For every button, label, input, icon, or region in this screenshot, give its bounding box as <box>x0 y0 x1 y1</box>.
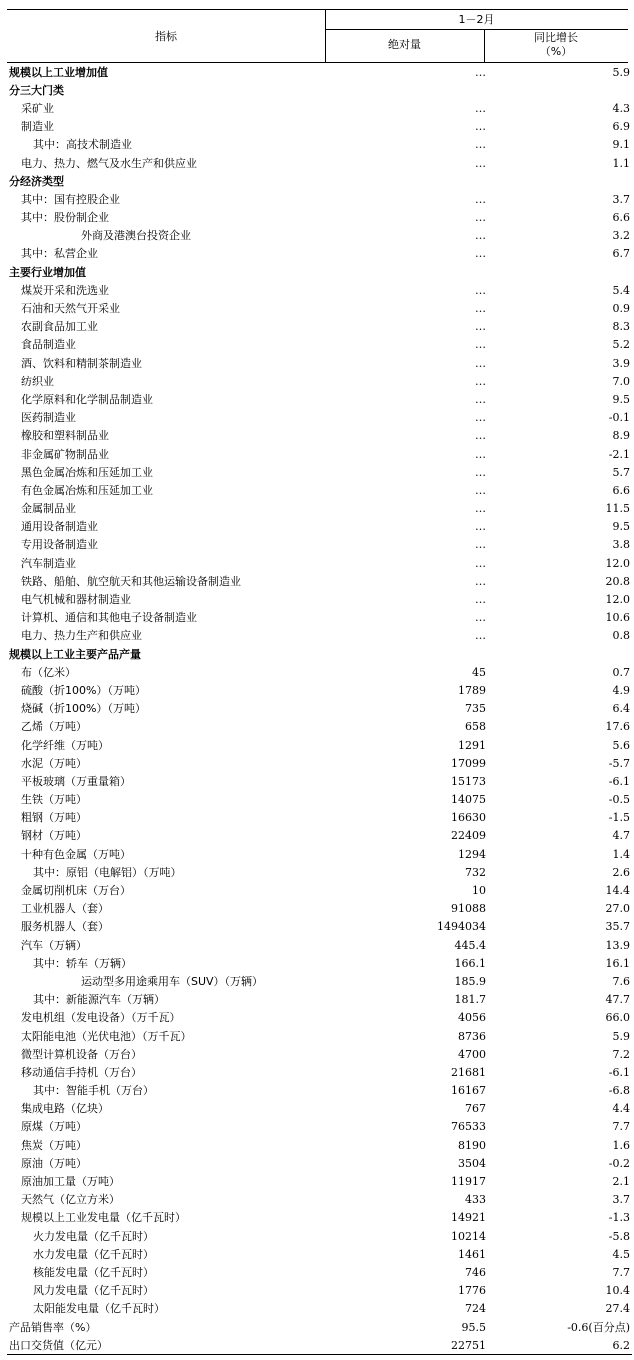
yoy-value: 6.6 <box>612 211 630 225</box>
table-row <box>7 863 632 881</box>
row-label: 主要行业增加值 <box>9 265 86 279</box>
table-row <box>7 209 632 227</box>
table-row <box>7 900 632 918</box>
absolute-value: 10214 <box>451 1229 486 1243</box>
absolute-value: … <box>475 247 486 261</box>
table-row <box>7 791 632 809</box>
yoy-value: 4.7 <box>612 829 630 843</box>
absolute-value <box>327 645 490 663</box>
table-row <box>7 590 632 608</box>
yoy-value: 5.2 <box>612 338 630 352</box>
yoy-value: 7.0 <box>612 374 630 388</box>
absolute-header: 绝对量 <box>388 38 421 51</box>
table-row <box>7 99 632 117</box>
table-row <box>7 463 632 481</box>
absolute-value: 91088 <box>451 902 486 916</box>
absolute-value: 22409 <box>451 829 486 843</box>
row-label: 核能发电量（亿千瓦时） <box>33 1265 154 1279</box>
yoy-value: 0.8 <box>612 629 630 643</box>
yoy-value: -0.2 <box>608 1156 630 1170</box>
yoy-value: 27.0 <box>605 902 630 916</box>
table-row <box>7 154 632 172</box>
yoy-value: 0.9 <box>612 302 630 316</box>
yoy-value: 47.7 <box>605 993 630 1007</box>
absolute-value: … <box>475 520 486 534</box>
row-label: 运动型多用途乘用车（SUV）（万辆） <box>81 974 264 988</box>
table-row <box>7 1209 632 1227</box>
table-row <box>7 245 632 263</box>
yoy-value: 7.7 <box>612 1265 630 1279</box>
table-row <box>7 609 632 627</box>
row-label: 有色金属冶炼和压延加工业 <box>21 483 153 497</box>
row-label: 其中：国有控股企业 <box>21 192 120 206</box>
absolute-value: 14075 <box>451 793 486 807</box>
yoy-value: 2.6 <box>612 865 630 879</box>
table-row <box>7 572 632 590</box>
table-row <box>7 918 632 936</box>
yoy-value: 17.6 <box>605 720 630 734</box>
table-row <box>7 1154 632 1172</box>
yoy-value: 6.2 <box>490 1336 632 1355</box>
yoy-value: 7.2 <box>612 1047 630 1061</box>
yoy-value: 4.5 <box>612 1247 630 1261</box>
yoy-value: 3.8 <box>612 538 630 552</box>
row-label: 粗钢（万吨） <box>21 811 87 825</box>
row-label: 通用设备制造业 <box>21 520 98 534</box>
table-row <box>7 354 632 372</box>
absolute-value: … <box>475 65 486 79</box>
section-row <box>7 63 632 81</box>
row-label: 十种有色金属（万吨） <box>21 847 131 861</box>
absolute-value: 1789 <box>458 683 486 697</box>
yoy-value: 9.1 <box>612 138 630 152</box>
table-row <box>7 281 632 299</box>
table-row <box>7 827 632 845</box>
absolute-value: 658 <box>465 720 486 734</box>
row-label: 电力、热力生产和供应业 <box>21 629 142 643</box>
row-label: 化学纤维（万吨） <box>21 738 109 752</box>
row-label: 烧碱（折100%）（万吨） <box>21 702 146 716</box>
absolute-value: 17099 <box>451 756 486 770</box>
absolute-value: 767 <box>465 1102 486 1116</box>
indicator-header: 指标 <box>155 30 177 43</box>
row-label: 原油加工量（万吨） <box>21 1175 120 1189</box>
yoy-value: 4.4 <box>612 1102 630 1116</box>
table-row <box>7 481 632 499</box>
absolute-value: 21681 <box>451 1065 486 1079</box>
row-label: 原煤（万吨） <box>21 1120 87 1134</box>
yoy-value: 5.9 <box>612 1029 630 1043</box>
absolute-value: … <box>475 411 486 425</box>
absolute-value: 166.1 <box>454 956 486 970</box>
yoy-value <box>490 645 632 663</box>
row-label: 平板玻璃（万重量箱） <box>21 774 131 788</box>
row-label: 煤炭开采和洗选业 <box>21 283 109 297</box>
absolute-value: 4700 <box>458 1047 486 1061</box>
row-label: 化学原料和化学制品制造业 <box>21 392 153 406</box>
table-row <box>7 1300 632 1318</box>
table-row <box>7 1027 632 1045</box>
table-row <box>7 1009 632 1027</box>
yoy-value: -6.1 <box>608 1065 630 1079</box>
row-label: 医药制造业 <box>21 411 76 425</box>
row-label: 微型计算机设备（万台） <box>21 1047 142 1061</box>
table-row <box>7 390 632 408</box>
table-row <box>7 136 632 154</box>
yoy-value: -0.6(百分点) <box>567 1320 630 1334</box>
yoy-value: 6.6 <box>612 483 630 497</box>
table-row <box>7 409 632 427</box>
row-label: 铁路、船舶、航空航天和其他运输设备制造业 <box>21 574 241 588</box>
absolute-value: … <box>475 229 486 243</box>
stats-table <box>7 9 628 1355</box>
absolute-value: 8736 <box>458 1029 486 1043</box>
absolute-value: 185.9 <box>454 974 486 988</box>
absolute-value: 445.4 <box>454 938 486 952</box>
table-row <box>7 1191 632 1209</box>
absolute-value: 1291 <box>458 738 486 752</box>
table-row <box>7 427 632 445</box>
table-row <box>7 663 632 681</box>
table-row <box>7 227 632 245</box>
row-label: 集成电路（亿块） <box>21 1102 109 1116</box>
row-label: 酒、饮料和精制茶制造业 <box>21 356 142 370</box>
row-label: 汽车制造业 <box>21 556 76 570</box>
row-label: 天然气（亿立方米） <box>21 1193 120 1207</box>
table-row <box>7 372 632 390</box>
table-row <box>7 445 632 463</box>
yoy-value: 27.4 <box>605 1302 630 1316</box>
yoy-value: 3.9 <box>612 356 630 370</box>
absolute-value: … <box>475 101 486 115</box>
absolute-value: … <box>475 211 486 225</box>
yoy-value: 66.0 <box>605 1011 630 1025</box>
yoy-value: -6.1 <box>608 774 630 788</box>
table-row <box>7 991 632 1009</box>
yoy-value: 8.3 <box>612 320 630 334</box>
absolute-value: … <box>475 283 486 297</box>
table-row <box>7 772 632 790</box>
row-label: 出口交货值（亿元） <box>7 1336 327 1355</box>
absolute-value: … <box>475 356 486 370</box>
row-label: 石油和天然气开采业 <box>21 302 120 316</box>
yoy-value: 12.0 <box>605 593 630 607</box>
table-header <box>7 9 628 63</box>
table-row <box>7 1082 632 1100</box>
yoy-value: 16.1 <box>605 956 630 970</box>
data-table <box>7 63 632 1355</box>
table-row <box>7 972 632 990</box>
yoy-value: -5.8 <box>608 1229 630 1243</box>
row-label: 移动通信手持机（万台） <box>21 1065 142 1079</box>
yoy-value <box>490 172 632 190</box>
row-label: 金属切削机床（万台） <box>21 884 131 898</box>
table-row <box>7 845 632 863</box>
absolute-value: 95.5 <box>461 1320 486 1334</box>
yoy-value: 5.7 <box>612 465 630 479</box>
table-row <box>7 700 632 718</box>
table-row <box>7 118 632 136</box>
row-label: 专用设备制造业 <box>21 538 98 552</box>
yoy-value <box>490 81 632 99</box>
row-label: 其中：新能源汽车（万辆） <box>33 993 165 1007</box>
row-label: 焦炭（万吨） <box>21 1138 87 1152</box>
absolute-value: … <box>475 120 486 134</box>
row-label: 服务机器人（套） <box>21 920 109 934</box>
row-label: 布（亿米） <box>21 665 76 679</box>
yoy-value: 6.9 <box>612 120 630 134</box>
table-row <box>7 500 632 518</box>
yoy-value: 9.5 <box>612 520 630 534</box>
row-label: 金属制品业 <box>21 502 76 516</box>
yoy-value: 2.1 <box>612 1175 630 1189</box>
yoy-value: -6.8 <box>608 1084 630 1098</box>
yoy-value: 1.1 <box>612 156 630 170</box>
row-label: 制造业 <box>21 120 54 134</box>
table-row <box>7 1118 632 1136</box>
table-row <box>7 536 632 554</box>
yoy-value: 1.4 <box>612 847 630 861</box>
row-label: 橡胶和塑料制品业 <box>21 429 109 443</box>
table-row <box>7 518 632 536</box>
absolute-value: 22751 <box>327 1336 490 1355</box>
absolute-value: 76533 <box>451 1120 486 1134</box>
table-row <box>7 336 632 354</box>
row-label: 水力发电量（亿千瓦时） <box>33 1247 154 1261</box>
row-label: 采矿业 <box>21 101 54 115</box>
absolute-value: 10 <box>472 884 486 898</box>
table-row <box>7 554 632 572</box>
row-label: 外商及港澳台投资企业 <box>81 229 191 243</box>
absolute-value: 1294 <box>458 847 486 861</box>
yoy-value: -0.5 <box>608 793 630 807</box>
absolute-value: … <box>475 374 486 388</box>
table-row <box>7 1245 632 1263</box>
yoy-value: -1.5 <box>608 811 630 825</box>
yoy-value: 6.4 <box>612 702 630 716</box>
table-row <box>7 1063 632 1081</box>
row-label: 其中：智能手机（万台） <box>33 1084 154 1098</box>
row-label: 其中：轿车（万辆） <box>33 956 132 970</box>
absolute-value: … <box>475 574 486 588</box>
yoy-value: 3.7 <box>612 192 630 206</box>
row-label: 太阳能电池（光伏电池）（万千瓦） <box>21 1029 192 1043</box>
section-row <box>7 645 632 663</box>
absolute-value: … <box>475 447 486 461</box>
row-label: 电气机械和器材制造业 <box>21 593 131 607</box>
absolute-value: … <box>475 429 486 443</box>
row-label: 规模以上工业主要产品产量 <box>9 647 141 661</box>
table-row <box>7 299 632 317</box>
yoy-value: 20.8 <box>605 574 630 588</box>
row-label: 分三大门类 <box>9 83 64 97</box>
row-label: 工业机器人（套） <box>21 902 109 916</box>
absolute-value: 746 <box>465 1265 486 1279</box>
section-row <box>7 172 632 190</box>
absolute-value: 16167 <box>451 1084 486 1098</box>
table-row <box>7 736 632 754</box>
absolute-value <box>327 81 490 99</box>
table-row <box>7 1100 632 1118</box>
yoy-value: -2.1 <box>608 447 630 461</box>
yoy-value: 12.0 <box>605 556 630 570</box>
absolute-value: 433 <box>465 1193 486 1207</box>
row-label: 其中：私营企业 <box>21 247 98 261</box>
absolute-value: 1461 <box>458 1247 486 1261</box>
yoy-value: 9.5 <box>612 392 630 406</box>
absolute-value <box>327 172 490 190</box>
yoy-value: 4.9 <box>612 683 630 697</box>
absolute-value: … <box>475 483 486 497</box>
absolute-value: 735 <box>465 702 486 716</box>
yoy-value: 5.6 <box>612 738 630 752</box>
table-row <box>7 809 632 827</box>
absolute-value: 11917 <box>451 1175 486 1189</box>
row-label: 产品销售率（%） <box>9 1320 97 1334</box>
absolute-value: 4056 <box>458 1011 486 1025</box>
table-row <box>7 881 632 899</box>
absolute-value: … <box>475 465 486 479</box>
yoy-value: 6.7 <box>612 247 630 261</box>
row-label: 规模以上工业增加值 <box>9 65 108 79</box>
yoy-value: -0.1 <box>608 411 630 425</box>
yoy-value: 10.4 <box>605 1284 630 1298</box>
table-row <box>7 718 632 736</box>
row-label: 食品制造业 <box>21 338 76 352</box>
absolute-value: 732 <box>465 865 486 879</box>
row-label: 规模以上工业发电量（亿千瓦时） <box>21 1211 186 1225</box>
yoy-value: 7.7 <box>612 1120 630 1134</box>
absolute-value: … <box>475 556 486 570</box>
table-row <box>7 1045 632 1063</box>
row-label: 汽车（万辆） <box>21 938 87 952</box>
row-label: 太阳能发电量（亿千瓦时） <box>33 1302 165 1316</box>
absolute-value: 3504 <box>458 1156 486 1170</box>
yoy-value: -1.3 <box>608 1211 630 1225</box>
row-label: 纺织业 <box>21 374 54 388</box>
absolute-value: … <box>475 629 486 643</box>
absolute-value: 724 <box>465 1302 486 1316</box>
absolute-value: 181.7 <box>454 993 486 1007</box>
yoy-value: 35.7 <box>605 920 630 934</box>
yoy-value: 8.9 <box>612 429 630 443</box>
yoy-value: 14.4 <box>605 884 630 898</box>
yoy-value: -5.7 <box>608 756 630 770</box>
table-row <box>7 190 632 208</box>
absolute-value <box>327 263 490 281</box>
period-header: 1－2月 <box>458 13 495 26</box>
yoy-value: 5.9 <box>612 65 630 79</box>
row-label: 其中：高技术制造业 <box>33 138 132 152</box>
absolute-value: 14921 <box>451 1211 486 1225</box>
table-row <box>7 627 632 645</box>
row-label: 火力发电量（亿千瓦时） <box>33 1229 154 1243</box>
row-label: 其中：股份制企业 <box>21 211 109 225</box>
yoy-value: 10.6 <box>605 611 630 625</box>
yoy-value: 4.3 <box>612 101 630 115</box>
row-label: 生铁（万吨） <box>21 793 87 807</box>
row-label: 钢材（万吨） <box>21 829 87 843</box>
table-row <box>7 1136 632 1154</box>
table-row <box>7 681 632 699</box>
absolute-value: 1494034 <box>437 920 486 934</box>
table-row <box>7 1172 632 1190</box>
yoy-value: 11.5 <box>605 502 630 516</box>
absolute-value: 1776 <box>458 1284 486 1298</box>
table-row <box>7 1263 632 1281</box>
absolute-value: … <box>475 611 486 625</box>
absolute-value: … <box>475 156 486 170</box>
yoy-value <box>490 263 632 281</box>
row-label: 农副食品加工业 <box>21 320 98 334</box>
row-label: 非金属矿物制品业 <box>21 447 109 461</box>
row-label: 分经济类型 <box>9 174 64 188</box>
table-row <box>7 954 632 972</box>
table-row <box>7 754 632 772</box>
row-label: 电力、热力、燃气及水生产和供应业 <box>21 156 197 170</box>
table-row <box>7 1282 632 1300</box>
absolute-value: … <box>475 138 486 152</box>
absolute-value: … <box>475 338 486 352</box>
table-row <box>7 1227 632 1245</box>
yoy-value: 13.9 <box>605 938 630 952</box>
yoy-value: 5.4 <box>612 283 630 297</box>
table-row <box>7 1336 632 1355</box>
section-row <box>7 263 632 281</box>
row-label: 原油（万吨） <box>21 1156 87 1170</box>
row-label: 其中：原铝（电解铝）（万吨） <box>33 865 182 879</box>
table-row <box>7 318 632 336</box>
absolute-value: 45 <box>472 665 486 679</box>
table-row <box>7 936 632 954</box>
row-label: 黑色金属冶炼和压延加工业 <box>21 465 153 479</box>
absolute-value: … <box>475 320 486 334</box>
absolute-value: … <box>475 538 486 552</box>
yoy-value: 7.6 <box>612 974 630 988</box>
yoy-value: 1.6 <box>612 1138 630 1152</box>
row-label: 风力发电量（亿千瓦时） <box>33 1284 154 1298</box>
table-row <box>7 1318 632 1336</box>
row-label: 发电机组（发电设备）（万千瓦） <box>21 1011 181 1025</box>
row-label: 水泥（万吨） <box>21 756 87 770</box>
absolute-value: … <box>475 192 486 206</box>
row-label: 硫酸（折100%）（万吨） <box>21 683 146 697</box>
yoy-header: 同比增长 <box>534 31 578 44</box>
absolute-value: … <box>475 502 486 516</box>
absolute-value: … <box>475 302 486 316</box>
absolute-value: 15173 <box>451 774 486 788</box>
absolute-value: … <box>475 392 486 406</box>
row-label: 计算机、通信和其他电子设备制造业 <box>21 611 197 625</box>
yoy-value: 0.7 <box>612 665 630 679</box>
absolute-value: … <box>475 593 486 607</box>
section-row <box>7 81 632 99</box>
yoy-value: 3.2 <box>612 229 630 243</box>
yoy-unit-header: （%） <box>539 45 573 58</box>
yoy-value: 3.7 <box>612 1193 630 1207</box>
row-label: 乙烯（万吨） <box>21 720 87 734</box>
absolute-value: 16630 <box>451 811 486 825</box>
absolute-value: 8190 <box>458 1138 486 1152</box>
